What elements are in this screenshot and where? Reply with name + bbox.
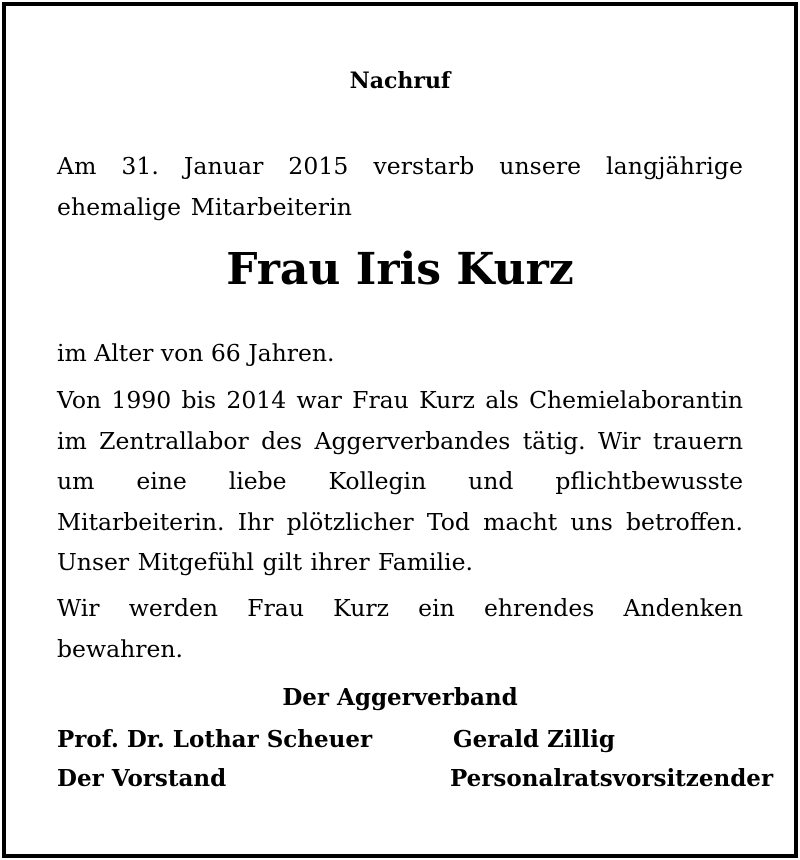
body-paragraph: Von 1990 bis 2014 war Frau Kurz als Chemielaborantin im Zentrallabor des Aggerverbandes tätig. Wir trauern um eine liebe Kollegin und pflichtbewusste Mitarbeiterin. Ihr plötzlicher Tod macht uns betroffen. Unser Mitgefühl gilt ihrer Familie. [57,386,743,576]
organization-name: Der Aggerverband [282,684,518,711]
signatory-left-role: Der Vorstand [57,765,227,792]
deceased-name: Frau Iris Kurz [226,244,574,295]
closing-paragraph: Wir werden Frau Kurz ein ehrendes Andenken bewahren. [57,594,743,663]
intro-paragraph: Am 31. Januar 2015 verstarb unsere langjährige ehemalige Mitarbeiterin [57,152,743,221]
signatory-left-name: Prof. Dr. Lothar Scheuer [57,726,373,753]
notice-heading: Nachruf [349,68,451,94]
age-line: im Alter von 66 Jahren. [57,339,335,367]
signatory-right-name: Gerald Zillig [453,726,615,753]
signatory-right-role: Personalratsvorsitzender [450,765,774,792]
